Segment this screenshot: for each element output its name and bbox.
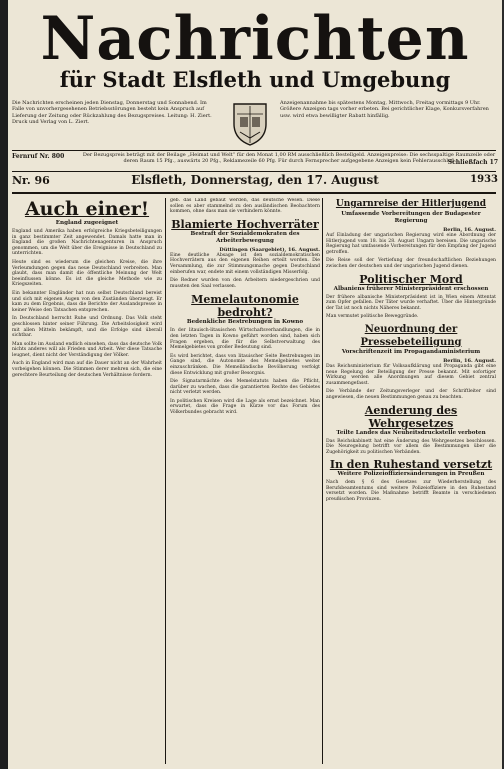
- headline: Auch einer!: [24, 198, 150, 220]
- dateline: Berlin, 16. August.: [443, 227, 496, 233]
- headline: In den Ruhestand versetzt: [329, 458, 493, 472]
- article-paragraph: Ein bekannter Engländer hat nun selbst Deutschland bereist und sich mit eigenen Augen von den Zuständen überzeugt. Er kam zu dem Ergebnis, dass die Berichte der Auslandspresse in keiner Weise den Tatsachen entsprechen.: [12, 290, 162, 313]
- subheadline: Umfassende Vorbereitungen der Budapester Regierung: [341, 211, 481, 224]
- article-paragraph: In der litauisch-litauischen Wirtschaftsverhandlungen, die in den letzten Tagen in Kowno geführt worden sind, haben sich Fragen ergeben, die für die Selbstverwaltung des Memelgebietes von großer Bedeutung sind.: [170, 328, 320, 351]
- article-paragraph: Der frühere albanische Ministerpräsident ist in Wien einem Attentat zum Opfer gefallen. Der Täter wurde verhaftet. Über die Hintergründe der Tat ist noch nichts Näheres bekannt.: [326, 294, 496, 311]
- article-paragraph: Nach dem § 6 des Gesetzes zur Wiederherstellung des Berufsbeamtentums sind weitere Polizeioffiziere in den Ruhestand versetzt worden. Die Maßnahme betrifft Beamte in verschiedenen preußischen Provinzen.: [326, 480, 496, 503]
- publisher-info: [12, 100, 498, 150]
- article-paragraph: Man sollte im Ausland endlich einsehen, dass das deutsche Volk nichts anderes will als Frieden und Arbeit. Wer diese Tatsache leugnet, dient nicht der Verständigung der Völker.: [12, 341, 162, 358]
- divider: [12, 150, 496, 151]
- issue-year: 1933: [470, 174, 498, 185]
- dateline: Berlin, 16. August.: [443, 357, 496, 364]
- column-3: [326, 198, 496, 764]
- headline: Memelautonomie bedroht?: [191, 293, 299, 320]
- article-paragraph: Die Redner wurden von den Arbeitern niedergeschrien und mussten den Saal verlassen.: [170, 278, 320, 289]
- subheadline: England zugeeignet: [55, 220, 119, 226]
- advertising-info: Anzeigenannahme bis spätestens Montag, Mittwoch, Freitag vormittags 9 Uhr. Größere Anzeigen tags vorher erbeten. Bei gerichtlicher Klage, Konkursverfahren usw. wird etwa bewilligter Rabatt hinfällig.: [280, 100, 489, 119]
- headline: Politischer Mord: [359, 272, 463, 286]
- subscription-bar: [12, 152, 498, 164]
- column-1: [12, 198, 162, 764]
- headline: Blamierte Hochverräter: [171, 217, 319, 231]
- headline: Neuordnung der Pressebeteiligung: [360, 323, 462, 348]
- article-paragraph: Es wird berichtet, dass von litauischer Seite Bestrebungen im Gange sind, die Autonomie des Memelgebietes weiter einzuschränken. Die Memelländische Bevölkerung verfolgt diese Entwicklung mit großer Besorgnis.: [170, 353, 320, 376]
- headline: Ungarnreise der Hitlerjugend: [335, 199, 487, 209]
- article-paragraph: In politischen Kreisen wird die Lage als ernst bezeichnet. Man erwartet, dass die Frage in Kürze vor das Forum des Völkerbundes gebracht wird.: [170, 398, 320, 416]
- article-paragraph: Eine deutliche Absage ist den sozialdemokratischen Hochverrätern aus den eigenen Reihen erteilt worden. Die Versammlung, die zur Stimmungsmache gegen Deutschland einberufen war, endete mit einem vollständigen Misserfolg.: [170, 252, 320, 275]
- dateline: Düttingen (Saargebiet), 16. August.: [219, 246, 320, 253]
- coat-of-arms-icon: [228, 100, 272, 146]
- subheadline: Vorschriftenzeit im Propagandaministerium: [341, 348, 481, 355]
- masthead-title: Nachrichten: [40, 4, 470, 74]
- article-paragraph: Man vermutet politische Beweggründe.: [326, 314, 419, 320]
- subheadline: Bestraft der Sozialdemokraten des Arbeiterbewegung: [190, 230, 300, 244]
- article-paragraph: Das Reichskabinett hat eine Änderung des Wehrgesetzes beschlossen. Die Neuregelung betrifft vor allem die Bestimmungen über die Zugehörigkeit zu politischen Verbänden.: [326, 438, 496, 455]
- column-rule: [322, 198, 323, 764]
- article-paragraph: England und Amerika haben erfolgreiche Kriegsbeteiligungen in ganz bestimmter Zeit angewendet. Damals hatte man in England die großen Nachrichtenagenturen in Anspruch genommen, um die Welt über die Ereignisse in Deutschland zu unterrichten.: [12, 229, 162, 257]
- subheadline: Weitere Polizeioffiziersänderungen in Preußen: [337, 471, 485, 478]
- column-rule: [165, 198, 166, 764]
- masthead-subtitle: für Stadt Elsfleth und Umgebung: [59, 67, 451, 92]
- article-paragraph: Die Signatarmächte des Memelstatuts haben die Pflicht, darüber zu wachen, dass die garantierten Rechte des Gebietes nicht verletzt werden.: [170, 379, 320, 396]
- article-paragraph: In Deutschland herrscht Ruhe und Ordnung. Das Volk steht geschlossen hinter seiner Führung. Die Arbeitslosigkeit wird mit allen Mitteln bekämpft, und die Erfolge sind überall sichtbar.: [12, 316, 162, 339]
- scan-edge: [0, 0, 8, 769]
- article-paragraph: Auf Einladung der ungarischen Regierung wird eine Abordnung der Hitlerjugend vom 18. bis 28. August Ungarn bereisen. Die ungarische Regierung hat umfassende Vorbereitungen für den Empfang der Jugend getroffen.: [326, 233, 496, 255]
- column-2: [170, 198, 320, 764]
- publication-info: Die Nachrichten erscheinen jeden Dienstag, Donnerstag und Sonnabend. Im Falle von unvorhergesehenen Betriebsstörungen besteht kein Anspruch auf Lieferung der Zeitung oder Rückzahlung des Bezugspreises. Leitung: H. Ziert. Druck und Verlag von L. Ziert.: [12, 100, 212, 126]
- article-paragraph: Die Verbände der Zeitungsverleger und der Schriftleiter sind angewiesen, die neuen Bestimmungen genau zu beachten.: [326, 389, 496, 400]
- subheadline: Albaniens früherer Ministerpräsident erschossen: [333, 285, 489, 292]
- article-paragraph: Auch in England wird man auf die Dauer nicht an der Wahrheit vorbeigehen können. Die Stimmen derer mehren sich, die eine gerechtere Beurteilung der deutschen Verhältnisse fordern.: [12, 361, 162, 378]
- subheadline: Bedenkliche Bestrebungen in Kowno: [186, 319, 304, 326]
- masthead: [8, 4, 502, 92]
- subscription-text: Der Bezugspreis beträgt mit der Beilage „Heimat und Welt“ für den Monat 1,00 RM ausschließlich Bestellgeld. Anzeigenpreise: Die sechsspaltige Raumzeile oder deren Raum 15 Pfg., auswärts 20 Pfg., Reklamezeile 60 Pfg. Für durch Fernsprecher aufgegebene Anzeigen kein Fehlerausschluß: [82, 152, 496, 165]
- article-paragraph: Heute sind es wiederum die gleichen Kreise, die ihre Verleumdungen gegen das neue Deutschland verbreiten. Man glaubt, dass man damit die öffentliche Meinung der Welt beeinflussen könne. Es ist die gleiche Methode wie zu Kriegszeiten.: [12, 259, 162, 288]
- headline: Aenderung des Wehrgesetzes: [364, 403, 458, 430]
- issue-number: Nr. 96: [12, 174, 50, 187]
- postbox: Schließfach 17: [447, 159, 498, 166]
- article-paragraph: Die Reise soll der Vertiefung der freundschaftlichen Beziehungen zwischen der deutschen und der ungarischen Jugend dienen.: [326, 258, 496, 269]
- fernruf-number: Fernruf Nr. 800: [12, 153, 65, 160]
- subheadline: Teilte Landes das Neuheitsdruckstelle verboten: [336, 429, 486, 436]
- place-date: Elsfleth, Donnerstag, den 17. August: [131, 173, 379, 187]
- article-paragraph: geb. das Land gebaut werden, das deutsche Wesen. Diese sollen es aber stammelnd zu den ausländischen Beobachtern kommen, ohne dass man sie verhindern könnte.: [170, 198, 320, 215]
- newspaper-page: [8, 0, 502, 769]
- article-paragraph: Das Reichsministerium für Volksaufklärung und Propaganda gibt eine neue Regelung der Beteiligung der Presse bekannt. Mit sofortiger Wirkung werden alle Anordnungen auf diesem Gebiet zentral zusammengefasst.: [326, 363, 496, 386]
- divider: [12, 192, 496, 194]
- dateline: [12, 172, 498, 190]
